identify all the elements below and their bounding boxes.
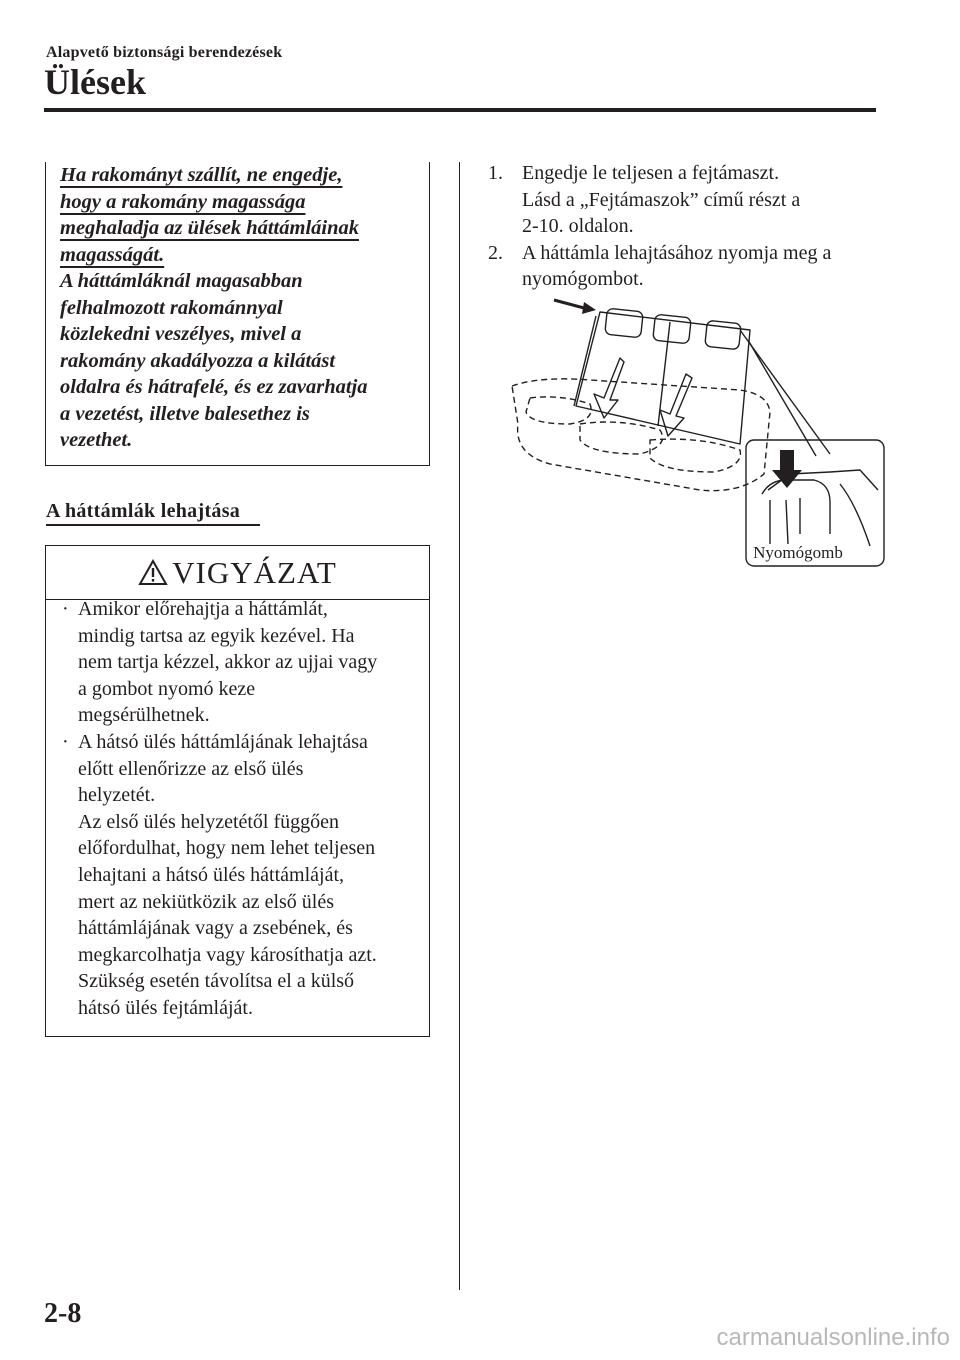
caution-line: Szükség esetén távolítsa el a külső [78,970,355,993]
caution-line: helyzetét. [78,784,156,807]
release-direction-arrow-icon [554,300,584,308]
caution-item [62,596,424,729]
bullet-icon: · [62,730,69,753]
step-number: 2. [488,241,503,264]
caution-line: háttámlájának vagy a zsebének, és [78,917,353,940]
watermark: carmanualsonline.info [716,1324,950,1351]
caution-line: A hátsó ülés háttámlájának lehajtása [78,730,368,753]
step-line: nyomógombot. [522,268,644,291]
note-underlined-line: magasságát. [60,243,165,266]
caution-line: nem tartja kézzel, akkor az ujjai vagy [78,651,378,674]
note-line: rakomány akadályozza a kilátást [60,349,336,372]
caution-header [46,546,429,600]
caution-line: lehajtani a hátsó ülés háttámláját, [78,863,345,886]
step-line: Engedje le teljesen a fejtámaszt. [522,162,780,184]
rear-seat-illustration [500,294,890,574]
caution-item [62,729,424,1022]
page-title: Ülések [44,62,146,102]
section-heading: A háttámlák lehajtása [46,500,241,522]
caution-box [45,545,430,1037]
note-line: vezethet. [60,429,133,451]
caution-line: előfordulhat, hogy nem lehet teljesen [78,837,376,860]
caution-line: előtt ellenőrizze az első ülés [78,757,304,780]
step-line: A háttámla lehajtásához nyomja meg a [522,241,832,264]
caution-line: mindig tartsa az egyik kezével. Ha [78,624,355,647]
step-line: 2-10. oldalon. [522,215,634,238]
note-line: oldalra és hátrafelé, és ez zavarhatja [60,376,368,398]
section-heading-underline [46,524,260,526]
caution-line: Az első ülés helyzetétől függően [78,810,340,833]
header-rule [44,108,876,112]
note-underlined-line: Ha rakományt szállít, ne engedje, [60,164,343,186]
warning-triangle-icon [138,559,168,586]
caution-line: megsérülhetnek. [78,704,210,727]
caution-line: a gombot nyomó keze [78,677,256,700]
step-number: 1. [488,162,503,184]
caution-line: hátsó ülés fejtámláját. [78,996,253,1019]
caution-line: mert az nekiütközik az első ülés [78,890,335,913]
warning-note-text [60,162,422,454]
note-line: a vezetést, illetve balesethez is [60,402,310,425]
caution-line: megkarcolhatja vagy károsíthatja azt. [78,943,377,966]
note-line: A háttámláknál magasabban [60,270,303,292]
note-line: felhalmozott rakománnyal [60,296,283,319]
page-number: 2-8 [44,1298,82,1329]
bullet-icon: · [62,598,69,620]
caution-list [62,596,424,1022]
column-divider [459,162,460,1290]
procedure-steps [488,160,888,293]
step-2 [488,240,888,293]
caution-title: VIGYÁZAT [172,554,337,590]
section-subtitle: Alapvető biztonsági berendezések [46,44,283,61]
arrowhead-icon [582,302,596,314]
note-underlined-line: meghaladja az ülések háttámláinak [60,217,359,239]
warning-note-box [45,162,430,466]
caution-line: Amikor előrehajtja a háttámlát, [78,598,328,620]
step-line: Lásd a „Fejtámaszok” című részt a [522,188,801,211]
note-underlined-line: hogy a rakomány magassága [60,190,306,213]
note-line: közlekedni veszélyes, mivel a [60,323,302,345]
step-1 [488,160,888,240]
callout-label: Nyomógomb [753,543,843,562]
